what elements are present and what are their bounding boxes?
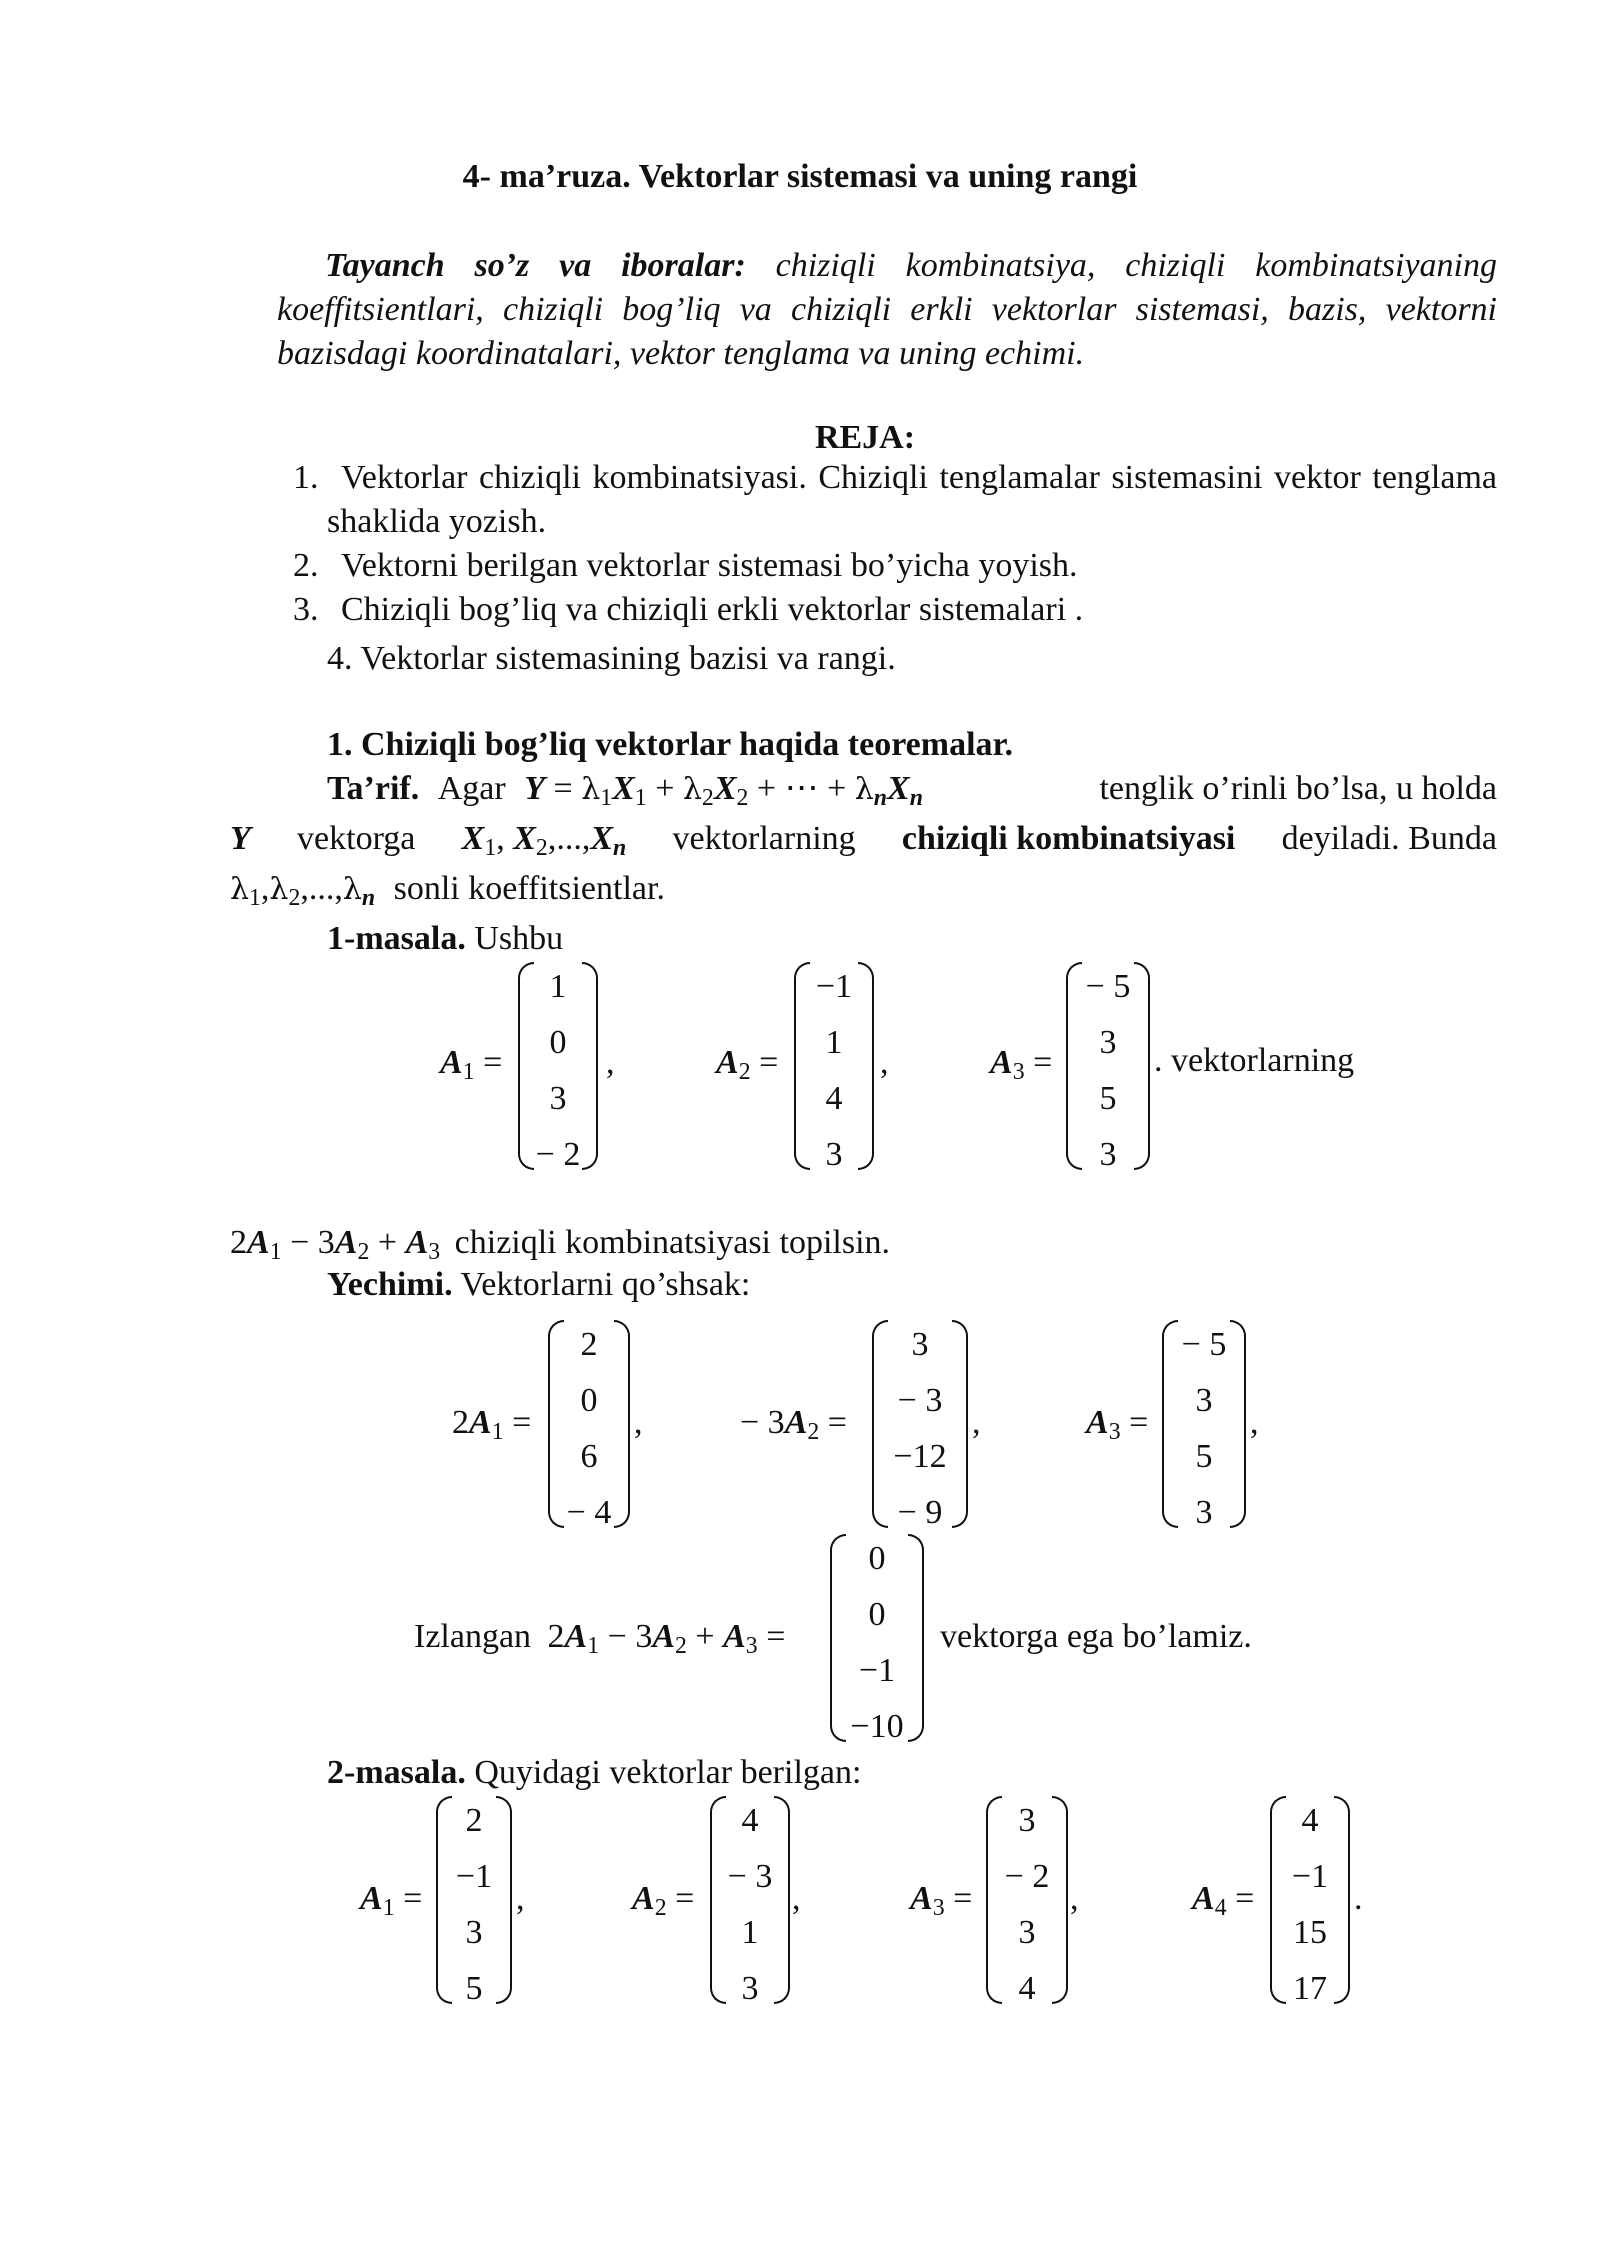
- vector-matrix: [710, 1796, 790, 2007]
- problem-1-task: [230, 1224, 891, 1265]
- matrix-cell: 3: [1195, 1494, 1213, 1531]
- lambda-list: $\lambda_1,\lambda_2,...,\lambda_n$: [230, 870, 376, 911]
- matrix-cell: 3: [911, 1326, 929, 1363]
- matrix-cell: 1: [741, 1914, 759, 1951]
- matrix-cell: 15: [1293, 1914, 1327, 1951]
- vector-label: $A_2$ =: [632, 1880, 695, 1921]
- definition-text: deyiladi. Bunda: [1281, 820, 1497, 857]
- matrix-cell: 3: [1195, 1382, 1213, 1419]
- vector-matrix: [794, 962, 874, 1173]
- vector-label: $A_4$ =: [1192, 1880, 1255, 1921]
- definition-line-2: Y vektorga $X_1$, $X_2,...,X_n$ vektorlarning chiziqli kombinatsiyasi deyiladi. Bunda: [230, 820, 1497, 861]
- matrix-cell: 3: [741, 1970, 759, 2007]
- matrix-cell: − 2: [1004, 1858, 1050, 1895]
- matrix-cell: 3: [1099, 1136, 1117, 1173]
- vector-matrix: [1066, 962, 1150, 1173]
- problem-1-heading: [327, 922, 563, 956]
- matrix-cell: 3: [549, 1080, 567, 1117]
- definition-vectors: $X_1$, $X_2,...,X_n$: [461, 820, 627, 861]
- vector-matrix: [518, 962, 598, 1173]
- matrix-cell: − 4: [566, 1494, 612, 1531]
- matrix-cell: 4: [825, 1080, 843, 1117]
- problem-label: 2-masala.: [327, 1754, 466, 1791]
- plan-heading: REJA:: [814, 419, 916, 456]
- matrix-cell: −1: [455, 1858, 493, 1895]
- matrix-cell: 0: [868, 1596, 886, 1633]
- matrix-cell: 3: [1099, 1024, 1117, 1061]
- matrix-cell: 3: [465, 1914, 483, 1951]
- matrix-cell: −1: [858, 1652, 896, 1689]
- problem-2-heading: [327, 1756, 861, 1790]
- vector-matrix: [1162, 1320, 1246, 1531]
- plan-item-text: Vektorlar sistemasining bazisi va rangi.: [360, 640, 896, 677]
- matrix-cell: 0: [549, 1024, 567, 1061]
- matrix-cell: 6: [580, 1438, 598, 1475]
- result-tail: vektorga ega bo’lamiz.: [940, 1618, 1252, 1655]
- plan-item-number: 3.: [293, 591, 319, 628]
- plan-item-text: Vektorni berilgan vektorlar sistemasi bo’yicha yoyish.: [341, 547, 1078, 584]
- plan-item: [327, 642, 896, 676]
- matrix-cell: 2: [580, 1326, 598, 1363]
- vector-label: $A_1$ =: [440, 1044, 503, 1085]
- matrix-cell: − 5: [1181, 1326, 1227, 1363]
- plan-item: [293, 544, 1497, 588]
- combination-formula: $2A_1 - 3A_2 + A_3$: [230, 1224, 441, 1265]
- matrix-cell: −1: [1291, 1858, 1329, 1895]
- page-title: 4- ma’ruza. Vektorlar sistemasi va uning rangi: [462, 158, 1138, 195]
- matrix-cell: − 3: [897, 1382, 943, 1419]
- definition-agar: Agar: [437, 770, 506, 807]
- matrix-cell: 3: [825, 1136, 843, 1173]
- definition-label: Ta’rif.: [327, 770, 420, 807]
- matrix-cell: −10: [850, 1708, 904, 1745]
- matrix-cell: 1: [549, 968, 567, 1005]
- matrix-cell: 0: [868, 1540, 886, 1577]
- keywords-paragraph: [277, 244, 1497, 376]
- matrix-cell: 5: [1099, 1080, 1117, 1117]
- matrix-cell: 5: [1195, 1438, 1213, 1475]
- definition-text: vektorlarning: [672, 820, 856, 857]
- definition-tail: tenglik o’rinli bo’lsa, u holda: [1099, 770, 1497, 807]
- vector-label: $2A_1$ =: [452, 1404, 532, 1445]
- definition-text: sonli koeffitsientlar.: [393, 870, 665, 907]
- vector-label: $A_3$ =: [910, 1880, 973, 1921]
- result-matrix: [830, 1534, 924, 1745]
- matrix-cell: −12: [893, 1438, 947, 1475]
- plan-item-text: Chiziqli bog’liq va chiziqli erkli vektorlar sistemalari .: [341, 591, 1084, 628]
- matrix-cell: − 3: [727, 1858, 773, 1895]
- solution-label: Yechimi.: [327, 1266, 453, 1303]
- vector-label: $A_3$ =: [1086, 1404, 1149, 1445]
- definition-text: vektorga: [297, 820, 416, 857]
- problem-intro: Quyidagi vektorlar berilgan:: [474, 1754, 862, 1791]
- task-text: chiziqli kombinatsiyasi topilsin.: [454, 1224, 891, 1261]
- definition-formula: $Y = \lambda_1X_1 + \lambda_2X_2$ + ⋯ + $\lambda_nX_n$: [524, 770, 923, 811]
- matrix-cell: − 5: [1085, 968, 1131, 1005]
- matrix-cell: 1: [825, 1024, 843, 1061]
- vector-matrix: [1270, 1796, 1350, 2007]
- vector-matrix: [872, 1320, 968, 1531]
- plan-item-number: 1.: [293, 459, 319, 496]
- matrix-cell: 4: [1301, 1802, 1319, 1839]
- matrix-cell: 4: [741, 1802, 759, 1839]
- solution-heading: [327, 1268, 750, 1302]
- keywords-label: Tayanch so’z va iboralar:: [325, 247, 746, 284]
- result-line: [414, 1618, 786, 1659]
- definition-line-3: [230, 870, 665, 911]
- plan-item: [293, 456, 1497, 544]
- combination-formula: $2A_1 - 3A_2 + A_3$ =: [547, 1618, 786, 1659]
- section-heading: 1. Chiziqli bog’liq vektorlar haqida teoremalar.: [327, 726, 1014, 763]
- matrix-cell: 5: [465, 1970, 483, 2007]
- vector-matrix: [986, 1796, 1068, 2007]
- matrix-cell: − 2: [535, 1136, 581, 1173]
- problem-1-tail: . vektorlarning: [1154, 1042, 1355, 1079]
- vector-label: $A_3$ =: [990, 1044, 1053, 1085]
- problem-intro: Ushbu: [474, 920, 564, 957]
- plan-item-number: 4.: [327, 640, 353, 677]
- vector-label: $A_1$ =: [360, 1880, 423, 1921]
- vector-label: − $3A_2$ =: [740, 1404, 847, 1445]
- plan-item-number: 2.: [293, 547, 319, 584]
- matrix-cell: 17: [1293, 1970, 1327, 2007]
- vector-matrix: [548, 1320, 630, 1531]
- plan-item-text: Vektorlar chiziqli kombinatsiyasi. Chiziqli tenglamalar sistemasini vektor tenglama shaklida yozish.: [327, 459, 1497, 540]
- matrix-cell: 4: [1018, 1970, 1036, 2007]
- plan-item: [293, 588, 1497, 632]
- matrix-cell: 3: [1018, 1802, 1036, 1839]
- matrix-cell: 3: [1018, 1914, 1036, 1951]
- definition-line-1: [327, 770, 923, 811]
- solution-intro: Vektorlarni qo’shsak:: [460, 1266, 751, 1303]
- keywords-text: chiziqli kombinatsiya, chiziqli kombinatsiyaning koeffitsientlari, chiziqli bog’liq va chiziqli erkli vektorlar sistemasi, bazis, vektorni bazisdagi koordinatalari, vektor tenglama va uning echimi.: [277, 247, 1497, 372]
- vector-matrix: [436, 1796, 512, 2007]
- matrix-cell: −1: [815, 968, 853, 1005]
- definition-bold-term: chiziqli kombinatsiyasi: [901, 820, 1236, 857]
- matrix-cell: − 9: [897, 1494, 943, 1531]
- matrix-cell: 2: [465, 1802, 483, 1839]
- vector-label: $A_2$ =: [716, 1044, 779, 1085]
- problem-label: 1-masala.: [327, 920, 466, 957]
- matrix-cell: 0: [580, 1382, 598, 1419]
- result-prefix: Izlangan: [414, 1618, 532, 1655]
